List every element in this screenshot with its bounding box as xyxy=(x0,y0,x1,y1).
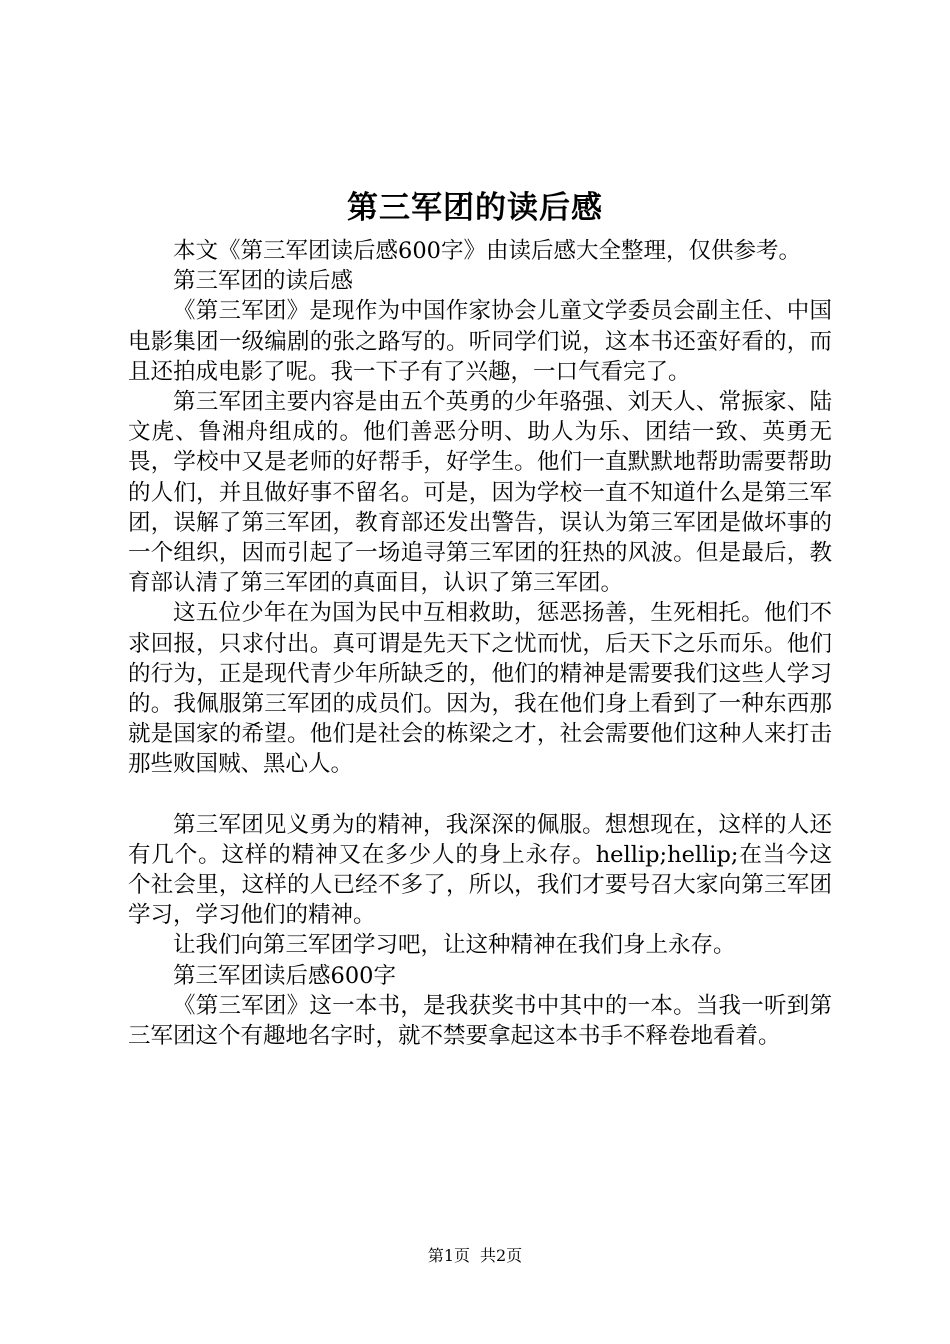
page-number: 第1页 xyxy=(427,1246,470,1265)
document-title: 第三军团的读后感 xyxy=(347,190,603,226)
body-paragraph: 《第三军团》是现作为中国作家协会儿童文学委员会副主任、中国电影集团一级编剧的张之路写的。听同学们说，这本书还蛮好看的，而且还拍成电影了呢。我一下子有了兴趣，一口气看完了。 xyxy=(128,298,832,385)
page-footer xyxy=(0,1244,950,1268)
body-paragraph: 第三军团见义勇为的精神，我深深的佩服。想想现在，这样的人还有几个。这样的精神又在多少人的身上永存。hellip;hellip;在当今这个社会里，这样的人已经不多了，所以，我们才要号召大家向第三军团学习，学习他们的精神。 xyxy=(128,811,832,929)
body-paragraph: 第三军团主要内容是由五个英勇的少年骆强、刘天人、常振家、陆文虎、鲁湘舟组成的。他们善恶分明、助人为乐、团结一致、英勇无畏，学校中又是老师的好帮手，好学生。他们一直默默地帮助需要帮助的人们，并且做好事不留名。可是，因为学校一直不知道什么是第三军团，误解了第三军团，教育部还发出警告，误认为第三军团是做坏事的一个组织，因而引起了一场追寻第三军团的狂热的风波。但是最后，教育部认清了第三军团的真面目，认识了第三军团。 xyxy=(128,389,832,597)
section-heading: 第三军团读后感600字 xyxy=(173,962,396,989)
document-body xyxy=(128,236,832,1051)
page-total: 共2页 xyxy=(480,1246,523,1265)
section-heading: 第三军团的读后感 xyxy=(173,268,354,295)
body-paragraph: 这五位少年在为国为民中互相救助，惩恶扬善，生死相托。他们不求回报，只求付出。真可谓是先天下之忧而忧，后天下之乐而乐。他们的行为，正是现代青少年所缺乏的，他们的精神是需要我们这些人学习的。我佩服第三军团的成员们。因为，我在他们身上看到了一种东西那就是国家的希望。他们是社会的栋梁之才，社会需要他们这种人来打击那些败国贼、黑心人。 xyxy=(128,600,832,778)
intro-paragraph: 本文《第三军团读后感600字》由读后感大全整理，仅供参考。 xyxy=(173,238,801,264)
body-paragraph: 让我们向第三军团学习吧，让这种精神在我们身上永存。 xyxy=(173,932,736,959)
body-paragraph: 《第三军团》这一本书，是我获奖书中其中的一本。当我一听到第三军团这个有趣地名字时，就不禁要拿起这本书手不释卷地看着。 xyxy=(128,992,832,1050)
